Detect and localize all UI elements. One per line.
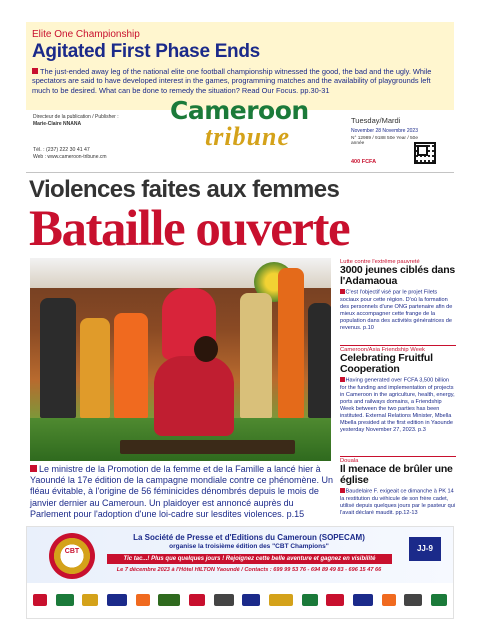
main-caption-text: Le ministre de la Promotion de la femme et de la Famille a lancé hier à Yaoundé la 17e édition de la campagne mondiale contre ce phénomène. Un fléau évitable, à l'origine de 56 féminicides dénombrés depuis le mois de janvier dernier au Cameroun. Un plaidoyer est annoncé auprès du Parlement pour l'adoption d'une loi-cadre sur lesdites violences. p.15 [30,464,334,519]
photo-person [308,303,331,418]
photo-dancer-head [194,336,218,362]
column-divider [340,456,456,457]
photo-person [40,298,76,418]
sponsor-logo-icon [189,594,205,606]
main-overline: Violences faites aux femmes [29,176,340,203]
ad-line-2: organise la troisième édition des "CBT Champions" [169,543,329,550]
side-story-kicker: Lutte contre l'extrême pauvreté [340,259,420,265]
ad-line-4: Le 7 décembre 2023 à l'Hôtel HILTON Yaoundé / Contacts : 699 99 53 76 - 694 89 49 83 - 696 15 47 66 [116,567,382,573]
column-divider [340,345,456,346]
sponsor-logo-icon [33,594,47,606]
bullet-square-icon [340,377,345,382]
website[interactable]: Web : www.cameroon-tribune.cm [33,153,107,160]
sponsor-logos [33,589,447,611]
bullet-square-icon [32,68,38,74]
photo-person [114,313,148,418]
bullet-square-icon [30,465,37,472]
ad-code: JJ-9 [409,537,441,561]
side-story-text [340,377,456,434]
bullet-square-icon [340,488,345,493]
issue-number: N° 12989 / 9188 50e Year / 50e année [351,136,418,146]
sponsor-logo-icon [326,594,344,606]
masthead-info [33,114,163,160]
photo-dancer-skirt [154,356,234,436]
photo-person [80,318,110,418]
side-story-headline[interactable]: Il menace de brûler une église [340,463,453,486]
issue-price: 400 FCFA [351,159,377,165]
cbt-badge-label: CBT [64,548,80,555]
issue-date: November 28 Novembre 2023 [351,128,418,134]
publisher-label: Directeur de la publication / Publisher : [33,114,119,120]
main-headline[interactable]: Bataille ouverte [29,201,350,257]
logo-tribune: tribune [205,122,291,151]
sponsor-logo-icon [214,594,234,606]
issue-day: Tuesday/Mardi [351,116,401,125]
sponsor-logo-icon [404,594,422,606]
photo-person [240,293,272,418]
sponsor-logo-icon [382,594,396,606]
photo-mat [120,440,295,454]
main-caption [30,464,335,520]
ad-line-1: La Société de Presse et d'Editions du Cameroun (SOPECAM) [133,533,365,542]
side-story-kicker: Douala [340,458,359,464]
top-headline[interactable]: Agitated First Phase Ends [32,41,260,62]
ad-line-3: Tic tac...! Plus que quelques jours ! Rejoignez cette belle aventure et gagnez en visibilité [107,554,392,564]
side-story-kicker: Cameroon/Asia Friendship Week [340,347,425,353]
sponsor-logo-icon [431,594,447,606]
cbt-champions-badge-icon [49,533,95,579]
sponsor-logo-icon [242,594,260,606]
bullet-square-icon [340,289,345,294]
logo-cameroon: Cameroon [170,96,309,125]
publisher-name: Marie-Claire NNANA [33,120,82,127]
sponsor-logo-icon [302,594,318,606]
sponsor-logo-icon [353,594,373,606]
side-story-body: C'est l'objectif visé par le projet Filets sociaux pour cette région. D'où la formation des personnels d'une ONG partenaire afin de mieux accompagner cette frange de la population dans des activités génératrices de revenus. p.10 [340,289,453,331]
side-story-text [340,289,456,332]
sponsor-logo-icon [158,594,180,606]
side-story-body: Baudelaire F. exigeait ce dimanche à PK 14 la restitution du véhicule de son frère cadet, utilisé depuis quelques jours par le pasteur qui l'avait déclaré maudit. pp.12-13 [340,488,456,516]
side-story[interactable] [340,458,456,517]
qr-code-icon[interactable] [414,142,436,164]
side-story-headline[interactable]: 3000 jeunes ciblés dans l'Adamaoua [340,264,456,287]
side-story-text [340,488,456,517]
top-kicker: Elite One Championship [32,29,140,40]
footer-advertisement[interactable] [26,526,454,619]
side-story[interactable] [340,259,456,332]
main-photo[interactable] [30,258,331,461]
sponsor-logo-icon [136,594,150,606]
top-lead-text: The just-ended away leg of the national elite one football championship witnessed the good, the bad and the ugly. While spectators are said to have developed interest in the games, programming matches and the availability of playgrounds left much to be desired. What can be done to remedy the situation? Read Our Focus. pp.30-31 [32,67,432,95]
top-lead [32,67,450,95]
masthead-divider [26,172,454,173]
sponsor-logo-icon [56,594,74,606]
side-story-body: Having generated over FCFA 3,500 billion for the funding and implementation of projects in Cameroon in the agriculture, health, energy, ports and railways domains, a Friendship Week between the two parties has been instituted. External Relations Minister, Mbella Mbella presided at the first edition in Yaounde yesterday November 27, 2023. p.3 [340,377,455,433]
phone: Tél. : (237) 222 30 41 47 [33,147,90,154]
sponsor-logo-icon [107,594,127,606]
sponsor-logo-icon [82,594,98,606]
side-story[interactable] [340,347,456,434]
side-story-headline[interactable]: Celebrating Fruitful Cooperation [340,352,433,375]
photo-person [278,268,304,418]
sponsor-logo-icon [269,594,293,606]
